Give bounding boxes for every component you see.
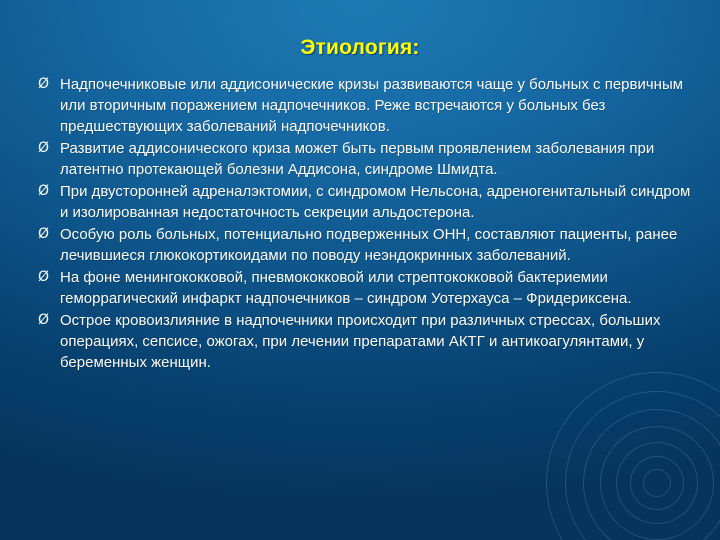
list-item bbox=[34, 181, 694, 223]
slide-title: Этиология: bbox=[300, 36, 420, 59]
list-item-text: При двусторонней адреналэктомии, с синдромом Нельсона, адреногенитальный синдром и изолированная недостаточность секреции альдостерона. bbox=[60, 183, 691, 221]
list-item bbox=[34, 224, 694, 266]
bullet-marker-icon: Ø bbox=[38, 183, 50, 199]
bullet-marker-icon: Ø bbox=[38, 76, 50, 92]
list-item bbox=[34, 74, 694, 137]
bullet-list bbox=[34, 74, 694, 374]
bullet-marker-icon: Ø bbox=[38, 312, 50, 328]
bullet-marker-icon: Ø bbox=[38, 269, 50, 285]
list-item bbox=[34, 267, 694, 309]
list-item-text: Развитие аддисонического криза может быть первым проявлением заболевания при латентно протекающей болезни Аддисона, синдроме Шмидта. bbox=[60, 140, 655, 178]
list-item-text: Острое кровоизлияние в надпочечники происходит при различных стрессах, больших операциях, сепсисе, ожогах, при лечении препаратами АКТГ и антикоагулянтами, у беременных женщин. bbox=[60, 312, 661, 371]
bullet-marker-icon: Ø bbox=[38, 140, 50, 156]
list-item-text: Особую роль больных, потенциально подверженных ОНН, составляют пациенты, ранее лечившиеся глюкокортикоидами по поводу неэндокринных заболеваний. bbox=[60, 226, 678, 264]
list-item bbox=[34, 310, 694, 373]
list-item-text: На фоне менингококковой, пневмококковой или стрептококковой бактериемии геморрагический инфаркт надпочечников – синдром Уотерхауса – Фридериксена. bbox=[60, 269, 632, 307]
decorative-rings-graphic bbox=[542, 368, 720, 540]
list-item-text: Надпочечниковые или аддисонические кризы развиваются чаще у больных с первичным или вторичным поражением надпочечников. Реже встречаются у больных без предшествующих заболеваний надпочечников. bbox=[60, 76, 684, 135]
list-item bbox=[34, 138, 694, 180]
bullet-marker-icon: Ø bbox=[38, 226, 50, 242]
